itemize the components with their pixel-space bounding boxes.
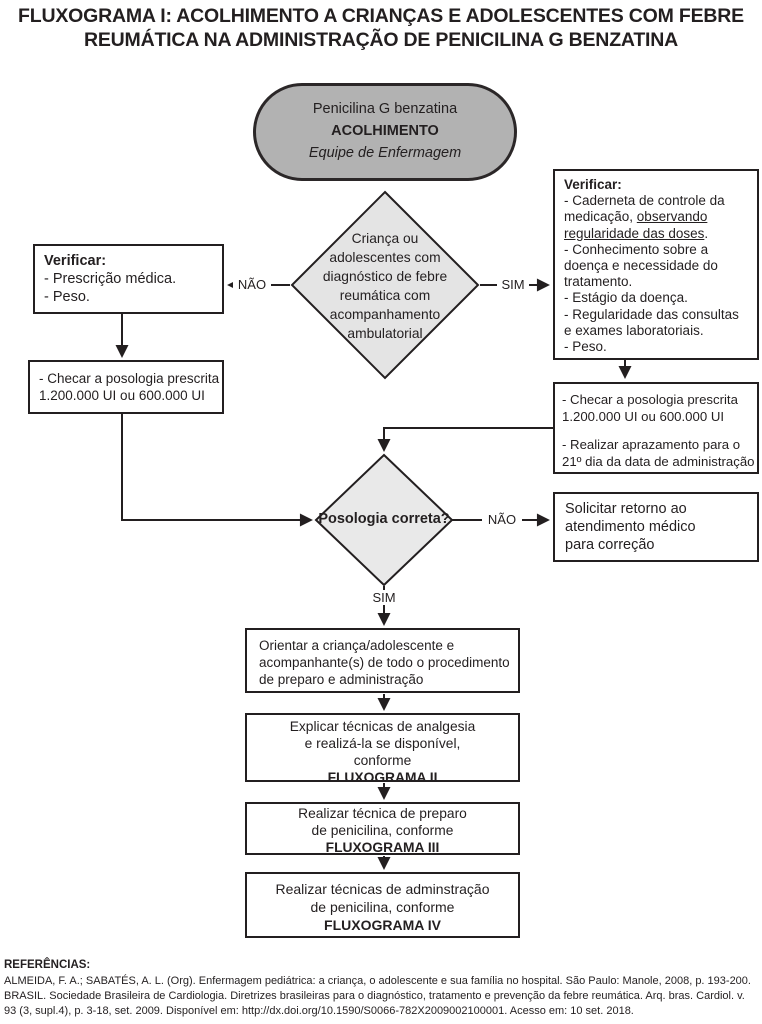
orient-line: Orientar a criança/adolescente e bbox=[259, 638, 455, 653]
connector-checkright-to-decision2 bbox=[384, 428, 553, 450]
explain-line: Explicar técnicas de analgesia bbox=[289, 719, 476, 734]
check-left-line: 1.200.000 UI ou 600.000 UI bbox=[39, 387, 205, 403]
verify-left-heading: Verificar: bbox=[44, 253, 107, 269]
check-posology-right-box bbox=[553, 382, 759, 474]
decision1-line: ambulatorial bbox=[347, 326, 423, 342]
prepare-box bbox=[245, 802, 520, 855]
administer-line: Realizar técnicas de adminstração bbox=[275, 881, 490, 897]
check-posology-left-box bbox=[28, 360, 224, 414]
verify-right-item: - Regularidade das consultas e exames laboratoriais. bbox=[564, 306, 739, 338]
administer-box bbox=[245, 872, 520, 938]
start-node-acolhimento: ACOLHIMENTO bbox=[331, 123, 439, 140]
prepare-line: de penicilina, conforme bbox=[311, 822, 454, 838]
references bbox=[4, 958, 758, 1019]
verify-right-box bbox=[553, 169, 759, 360]
decision2-yes-label: SIM bbox=[368, 590, 400, 605]
decision2-no-label: NÃO bbox=[482, 512, 522, 527]
start-node-team: Equipe de Enfermagem bbox=[308, 144, 462, 161]
verify-left-item: - Peso. bbox=[44, 288, 90, 305]
explain-fluxograma-ii: FLUXOGRAMA II bbox=[327, 769, 438, 785]
page-title-line2: REUMÁTICA NA ADMINISTRAÇÃO DE PENICILINA G BENZATINA bbox=[83, 28, 679, 51]
decision1-line: reumática com bbox=[339, 288, 431, 304]
check-left-line: - Checar a posologia prescrita bbox=[39, 371, 220, 386]
start-node bbox=[253, 83, 517, 181]
decision1-line: Criança ou bbox=[351, 231, 419, 246]
verify-right-item: - Estágio da doença. bbox=[564, 290, 688, 306]
verify-right-item-pre: - Caderneta de controle da medicação, bbox=[564, 193, 725, 225]
request-return-line: atendimento médico bbox=[565, 519, 696, 536]
check-right-line: - Checar a posologia prescrita bbox=[562, 392, 738, 407]
reference-entry: BRASIL. Sociedade Brasileira de Cardiologia. Diretrizes brasileiras para o diagnóstico, tratamento e prevenção da febre reumática. Arq. bras. Cardiol. v. 93 (3, supl.4), p. 3-18, set. 2009. Disponível em: http://dx.doi.org/10.1590/S0066-782X2009002100001. Acesso em: 10 set. 2018. bbox=[4, 990, 745, 1018]
verify-left-box bbox=[33, 244, 224, 314]
check-right-line: 21º dia da data de administração bbox=[562, 454, 755, 470]
request-return-line: Solicitar retorno ao bbox=[565, 501, 687, 517]
verify-right-item-medication bbox=[564, 193, 748, 242]
orient-line: de preparo e administração bbox=[259, 672, 424, 687]
request-return-line: para correção bbox=[565, 537, 655, 554]
references-heading: REFERÊNCIAS: bbox=[4, 959, 91, 971]
decision1-no-label: NÃO bbox=[233, 277, 271, 292]
explain-line: e realizá-la se disponível, bbox=[304, 735, 461, 751]
prepare-line: Realizar técnica de preparo bbox=[298, 806, 467, 821]
explain-analgesia-box bbox=[245, 713, 520, 785]
decision1-line: adolescentes com bbox=[329, 250, 441, 266]
check-right-line: 1.200.000 UI ou 600.000 UI bbox=[562, 409, 725, 425]
administer-fluxograma-iv: FLUXOGRAMA IV bbox=[324, 916, 441, 933]
connector-checkleft-to-decision2 bbox=[122, 414, 311, 520]
verify-right-item-post: . bbox=[704, 225, 709, 241]
reference-entry: ALMEIDA, F. A.; SABATÉS, A. L. (Org). Enfermagem pediátrica: a criança, o adolescente e sua família no hospital. São Paulo: Manole, 2008, p. 193-200. bbox=[4, 974, 751, 987]
decision1-text bbox=[292, 229, 478, 343]
start-node-drug: Penicilina G benzatina bbox=[312, 101, 458, 118]
decision1-line: acompanhamento bbox=[329, 307, 441, 323]
administer-line: de penicilina, conforme bbox=[310, 898, 455, 915]
check-right-gap bbox=[562, 425, 750, 436]
explain-line: conforme bbox=[353, 752, 412, 768]
orient-line: acompanhante(s) de todo o procedimento bbox=[259, 655, 510, 670]
page-title-line1: FLUXOGRAMA I: ACOLHIMENTO A CRIANÇAS E ADOLESCENTES COM FEBRE bbox=[18, 5, 744, 27]
verify-right-item: - Peso. bbox=[564, 338, 607, 354]
check-right-line: - Realizar aprazamento para o bbox=[562, 437, 741, 453]
verify-left-item: - Prescrição médica. bbox=[44, 270, 177, 287]
prepare-fluxograma-iii: FLUXOGRAMA III bbox=[325, 839, 440, 855]
orient-box bbox=[245, 628, 520, 693]
decision1-yes-label: SIM bbox=[497, 277, 529, 292]
verify-right-item: - Conhecimento sobre a doença e necessidade do tratamento. bbox=[564, 241, 718, 290]
request-return-box bbox=[553, 492, 759, 562]
decision1-line: diagnóstico de febre bbox=[322, 269, 448, 285]
verify-right-heading: Verificar: bbox=[564, 177, 622, 192]
decision2-text: Posologia correta? bbox=[318, 511, 450, 527]
verify-right-item-underlined: observando regularidade das doses bbox=[564, 209, 708, 241]
